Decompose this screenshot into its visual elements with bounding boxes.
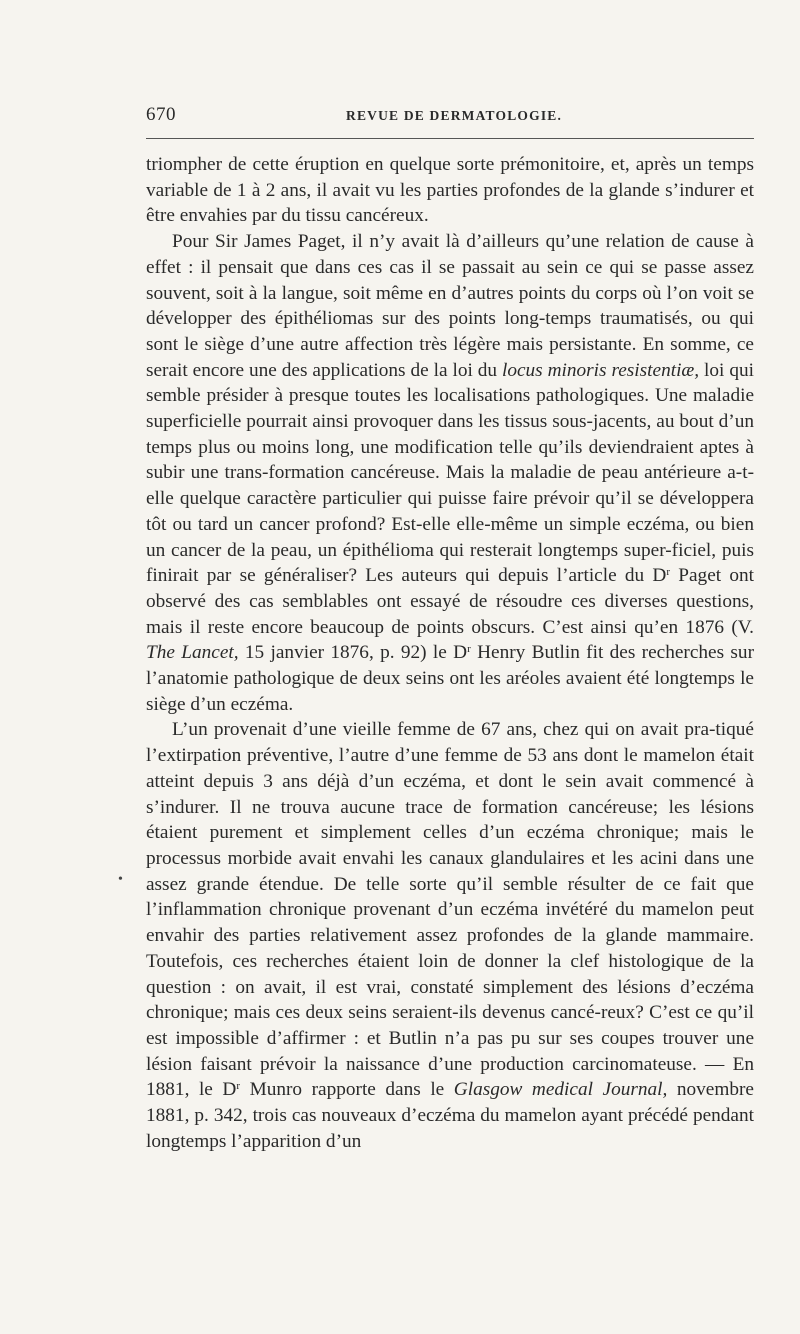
paragraph-2-text-a: Pour Sir James Paget, il n’y avait là d’ailleurs qu’une relation de cause à effet : il pensait que dans ces cas il se passait au sein ce qui se passe assez souvent, soit à la langue, soit même en d’autres points du corps où l’on voit se développer des épithéliomas sur des points long-temps traumatisés, ou qui sont le siège d’une autre affection très légère mais persistante. En somme, ce serait encore une des applications de la loi du [146,231,754,381]
journal-title-glasgow: Glasgow medical Journal, [453,1079,668,1101]
journal-title-lancet: The Lancet, [146,642,239,664]
page-header [146,104,754,130]
running-head: REVUE DE DERMATOLOGIE. [346,108,563,123]
paragraph-3-text-b: Munro rapporte dans le [240,1079,454,1101]
paragraph-2-text-c: Paget ont observé des cas semblables ont essayé de résoudre ces diverses questions, mais il reste encore beaucoup de points obscurs. C’est ainsi qu’en 1876 (V. [146,565,754,638]
paragraph-2 [146,229,754,717]
paragraph-2-text-e: Henry Butlin fit des recherches sur l’anatomie pathologique de deux seins ont les aréoles avaient été longtemps le siège d’un eczéma. [146,642,754,715]
doctor-superscript: r [236,1080,241,1093]
paragraph-2-text-b: loi qui semble présider à presque toutes les localisations pathologiques. Une maladie superficielle pourrait ainsi provoquer dans les tissus sous-jacents, au bout d’un temps plus ou moins long, une modification telle qu’ils deviendraient aptes à subir une trans-formation cancéreuse. Mais la maladie de peau antérieure a-t-elle quelque caractère particulier qui puisse faire prévoir qu’il se développera tôt ou tard un cancer profond? Est-elle elle-même un simple eczéma, ou bien un cancer de la peau, un épithélioma qui resterait longtemps super-ficiel, puis finirait par se généraliser? Les auteurs qui depuis l’article du D [146,359,754,587]
paragraph-3 [146,717,754,1154]
paragraph-3-text-c: novembre 1881, p. 342, trois cas nouveaux d’eczéma du mamelon ayant précédé pendant longtemps l’apparition d’un [146,1079,754,1152]
paragraph-1 [146,152,754,229]
page-number: 670 [146,104,176,125]
paragraph-1-text: triompher de cette éruption en quelque sorte prémonitoire, et, après un temps variable de 1 à 2 ans, il avait vu les parties profondes de la glande s’indurer et être envahies par du tissu cancéreux. [146,154,754,227]
latin-phrase: locus minoris resistentiæ, [501,359,700,381]
doctor-superscript: r [467,643,471,656]
paragraph-3-text-a: L’un provenait d’une vieille femme de 67 ans, chez qui on avait pra-tiqué l’extirpation préventive, l’autre d’une femme de 53 ans dont le mamelon était atteint depuis 3 ans déjà d’un eczéma, et dont le sein avait commencé à s’indurer. Il ne trouva aucune trace de formation cancéreuse; les lésions étaient purement et simplement celles d’un eczéma chronique; mais le processus morbide avait envahi les canaux glandulaires et les acini dans une assez grande étendue. De telle sorte qu’il semble résulter de ce fait que l’inflammation chronique provenant d’un eczéma invétéré du mamelon peut envahir des parties relativement assez profondes de la glande mammaire. Toutefois, ces recherches étaient loin de donner la clef histologique de la question : on avait, il est vrai, constaté simplement des lésions d’eczéma chronique; mais ces deux seins seraient-ils devenus cancé-reux? C’est ce qu’il est impossible d’affirmer : et Butlin n’a pas pu sur ses coupes trouver une lésion faisant prévoir la naissance d’une production carcinomateuse. — En 1881, le D [146,719,754,1101]
paragraph-2-text-d: 15 janvier 1876, p. 92) le D [238,642,468,664]
body-text [146,152,754,1154]
doctor-superscript: r [666,566,671,579]
margin-mark: • [118,872,123,887]
header-rule [146,138,754,139]
